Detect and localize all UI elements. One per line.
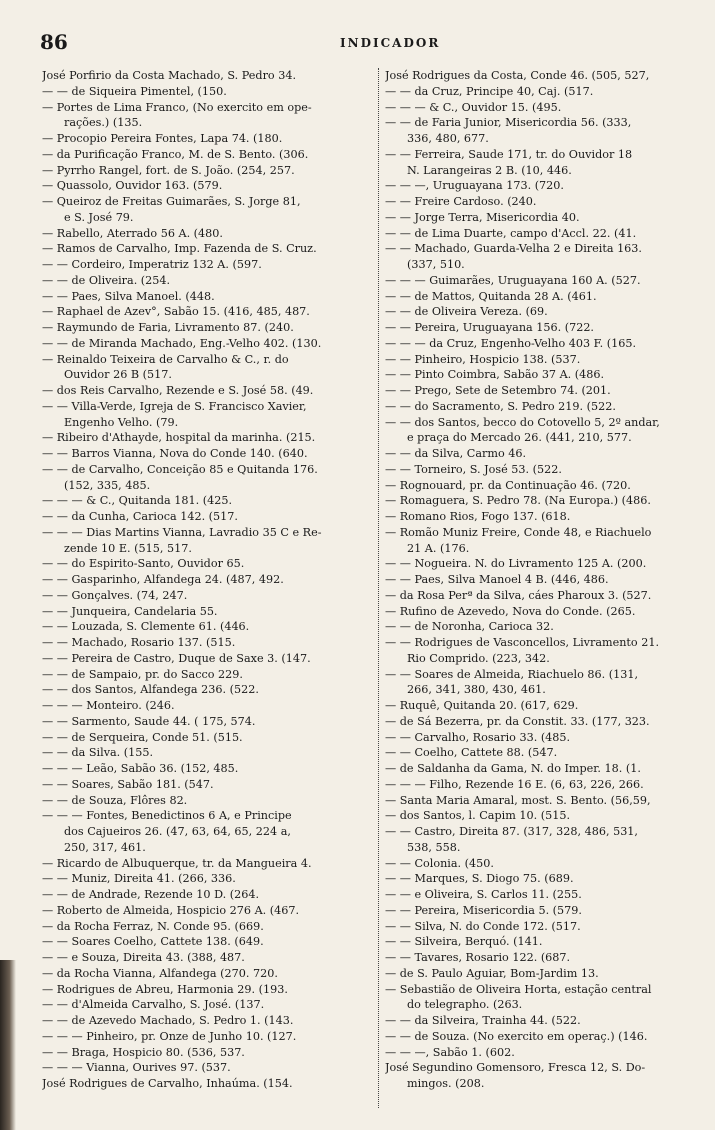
directory-entry-line: Rio Comprido. (223, 342. xyxy=(407,651,550,665)
directory-entry-line: — — dos Santos, Alfandega 236. (522. xyxy=(42,683,259,697)
directory-entry-line: 21 A. (176. xyxy=(407,541,470,555)
directory-entry-line: — — Paes, Silva Manoel 4 B. (446, 486. xyxy=(385,573,609,586)
directory-entry-line: — de S. Paulo Aguiar, Bom-Jardim 13. xyxy=(385,966,599,980)
directory-entry-line: — Pyrrho Rangel, fort. de S. João. (254, 257. xyxy=(42,163,295,177)
directory-entry-line: — — de Oliveira Vereza. (69. xyxy=(385,305,548,319)
directory-entry-line: — — — Fontes, Benedictinos 6 A, e Principe xyxy=(42,809,292,823)
directory-entry-line: — — Barros Vianna, Nova do Conde 140. (640. xyxy=(42,447,308,460)
directory-entry-line: — — Pinto Coimbra, Sabão 37 A. (486. xyxy=(385,368,605,382)
directory-entry-line: — — de Andrade, Rezende 10 D. (264. xyxy=(42,888,260,901)
directory-entry-line: — Reinaldo Teixeira de Carvalho & C., r. do xyxy=(42,352,289,366)
directory-entry-line: — — Gonçalves. (74, 247. xyxy=(42,588,188,602)
directory-entry-line: — — de Sampaio, pr. do Sacco 229. xyxy=(42,667,243,681)
directory-entry-line: — Raymundo de Faria, Livramento 87. (240. xyxy=(42,321,294,334)
directory-entry-line: dos Cajueiros 26. (47, 63, 64, 65, 224 a, xyxy=(64,825,291,838)
directory-entry-line: — — da Silva, Carmo 46. xyxy=(385,447,527,460)
directory-entry-line: — de Saldanha da Gama, N. do Imper. 18. (1. xyxy=(385,762,641,775)
directory-entry-line: — — Muniz, Direita 41. (266, 336. xyxy=(42,872,236,886)
directory-entry-line: — — Carvalho, Rosario 33. (485. xyxy=(385,730,571,744)
directory-entry-line: — Romaguera, S. Pedro 78. (Na Europa.) (486. xyxy=(385,494,651,508)
directory-entry-line: — de Sá Bezerra, pr. da Constit. 33. (177, 323. xyxy=(385,714,650,728)
directory-entry-line: do telegrapho. (263. xyxy=(407,998,523,1012)
directory-entry-line: — Santa Maria Amaral, most. S. Bento. (56,59, xyxy=(385,793,651,807)
directory-entry-line: José Rodrigues da Costa, Conde 46. (505, 527, xyxy=(385,69,650,82)
directory-entry-line: — — — da Cruz, Engenho-Velho 403 F. (165. xyxy=(385,336,637,350)
directory-entry-line: — — Rodrigues de Vasconcellos, Livramento 21. xyxy=(385,636,660,649)
directory-entry-line: 538, 558. xyxy=(407,840,461,854)
directory-entry-line: Ouvidor 26 B (517. xyxy=(64,368,172,382)
directory-entry-line: — dos Santos, l. Capim 10. (515. xyxy=(385,809,571,823)
directory-entry-line: — — — Monteiro. (246. xyxy=(42,699,175,712)
directory-entry-line: 336, 480, 677. xyxy=(407,132,489,145)
directory-entry-line: — — Cordeiro, Imperatriz 132 A. (597. xyxy=(42,258,262,271)
directory-entry-line: — — Castro, Direita 87. (317, 328, 486, 531, xyxy=(385,825,638,838)
directory-entry-line: rações.) (135. xyxy=(64,116,143,130)
directory-entry-line: — — e Souza, Direita 43. (388, 487. xyxy=(42,951,245,964)
directory-entry-line: — — e Oliveira, S. Carlos 11. (255. xyxy=(385,888,582,901)
directory-entry-line: — — Prego, Sete de Setembro 74. (201. xyxy=(385,384,611,397)
directory-entry-line: Engenho Velho. (79. xyxy=(64,415,179,429)
directory-entry-line: — Ribeiro d'Athayde, hospital da marinha. (215. xyxy=(42,431,316,445)
directory-entry-line: — — Freire Cardoso. (240. xyxy=(385,195,537,208)
directory-entry-line: — Rognouard, pr. da Continuação 46. (720. xyxy=(385,478,631,492)
directory-entry-line: — — da Cruz, Principe 40, Caj. (517. xyxy=(385,84,594,98)
directory-entry-line: — — Louzada, S. Clemente 61. (446. xyxy=(42,620,250,634)
directory-entry-line: (152, 335, 485. xyxy=(64,478,151,492)
directory-entry-line: — Ricardo de Albuquerque, tr. da Mangueira 4. xyxy=(42,856,312,870)
directory-entry-line: — — Braga, Hospicio 80. (536, 537. xyxy=(42,1045,245,1059)
directory-entry-line: — — de Souza, Flôres 82. xyxy=(42,793,188,807)
directory-entry-line: — — —, Sabão 1. (602. xyxy=(385,1045,515,1059)
directory-entry-line: 250, 317, 461. xyxy=(64,840,146,854)
directory-entry-line: — — Nogueira. N. do Livramento 125 A. (200. xyxy=(385,557,647,571)
left-column xyxy=(42,68,377,1092)
directory-entry-line: (337, 510. xyxy=(407,258,465,271)
page-header xyxy=(40,30,705,58)
directory-entry-line: — — de Siqueira Pimentel, (150. xyxy=(42,84,227,98)
column-divider xyxy=(378,68,379,1108)
directory-entry-line: — Roberto de Almeida, Hospicio 276 A. (467. xyxy=(42,903,300,917)
directory-entry-line: — — Pinheiro, Hospicio 138. (537. xyxy=(385,352,581,366)
directory-entry-line: — — Junqueira, Candelaria 55. xyxy=(42,604,218,618)
directory-entry-line: — — da Silveira, Trainha 44. (522. xyxy=(385,1014,581,1027)
directory-entry-line: — — Colonia. (450. xyxy=(385,856,494,870)
directory-entry-line: — — — Pinheiro, pr. Onze de Junho 10. (127. xyxy=(42,1029,297,1043)
directory-entry-line: — — — Leão, Sabão 36. (152, 485. xyxy=(42,762,239,775)
directory-entry-line: — — de Faria Junior, Misericordia 56. (333, xyxy=(385,116,632,130)
directory-entry-line: — — Sarmento, Saude 44. ( 175, 574. xyxy=(42,714,256,728)
directory-entry-line: — — de Carvalho, Conceição 85 e Quitanda 176. xyxy=(42,462,318,476)
directory-entry-line: — — Soares Coelho, Cattete 138. (649. xyxy=(42,935,264,949)
directory-entry-line: — Quassolo, Ouvidor 163. (579. xyxy=(42,179,223,193)
directory-entry-line: — Portes de Lima Franco, (No exercito em ope- xyxy=(42,100,312,114)
directory-entry-line: e S. José 79. xyxy=(64,210,134,224)
directory-entry-line: — — — Vianna, Ourives 97. (537. xyxy=(42,1061,231,1075)
directory-entry-line: — Ramos de Carvalho, Imp. Fazenda de S. Cruz. xyxy=(42,242,317,256)
directory-entry-line: — Sebastião de Oliveira Horta, estação central xyxy=(385,982,652,996)
directory-entry-line: — Raphael de Azev°, Sabão 15. (416, 485, 487. xyxy=(42,305,310,319)
directory-entry-line: — — — & C., Ouvidor 15. (495. xyxy=(385,100,562,114)
page-number: 86 xyxy=(40,30,68,54)
directory-entry-line: — — Villa-Verde, Igreja de S. Francisco Xavier, xyxy=(42,399,307,413)
directory-entry-line: — da Rosa Perª da Silva, cáes Pharoux 3. (527. xyxy=(385,588,652,602)
directory-entry-line: — — Jorge Terra, Misericordia 40. xyxy=(385,210,580,224)
directory-entry-line: — — de Serqueira, Conde 51. (515. xyxy=(42,730,243,744)
directory-entry-line: — Rabello, Aterrado 56 A. (480. xyxy=(42,226,223,240)
directory-entry-line: — Procopio Pereira Fontes, Lapa 74. (180. xyxy=(42,132,283,145)
directory-entry-line: — Rodrigues de Abreu, Harmonia 29. (193. xyxy=(42,982,288,996)
directory-entry-line: — — Gasparinho, Alfandega 24. (487, 492. xyxy=(42,573,284,586)
directory-entry-line: José Rodrigues de Carvalho, Inhaúma. (154. xyxy=(42,1077,293,1090)
directory-entry-line: — — Silveira, Berquó. (141. xyxy=(385,935,543,949)
directory-entry-line: — da Purificação Franco, M. de S. Bento. (306. xyxy=(42,147,309,161)
directory-entry-line: — dos Reis Carvalho, Rezende e S. José 58. (49. xyxy=(42,384,314,397)
directory-entry-line: 266, 341, 380, 430, 461. xyxy=(407,683,546,697)
directory-entry-line: — da Rocha Ferraz, N. Conde 95. (669. xyxy=(42,919,264,933)
directory-entry-line: — da Rocha Vianna, Alfandega (270. 720. xyxy=(42,966,278,980)
directory-entry-line: — — Machado, Rosario 137. (515. xyxy=(42,636,236,649)
directory-entry-line: — — de Mattos, Quitanda 28 A. (461. xyxy=(385,289,597,303)
directory-entry-line: — — Pereira, Misericordia 5. (579. xyxy=(385,903,582,917)
directory-entry-line: — — Machado, Guarda-Velha 2 e Direita 163. xyxy=(385,242,642,256)
directory-entry-line: — — —, Uruguayana 173. (720. xyxy=(385,179,564,193)
directory-entry-line: — — — Guimarães, Uruguayana 160 A. (527. xyxy=(385,273,641,287)
directory-entry-line: — Romano Rios, Fogo 137. (618. xyxy=(385,510,571,523)
directory-entry-line: — — — Filho, Rezende 16 E. (6, 63, 226, 266. xyxy=(385,777,644,791)
directory-entry-line: — — da Silva. (155. xyxy=(42,746,154,760)
directory-entry-line: zende 10 E. (515, 517. xyxy=(64,541,192,555)
directory-entry-line: — — Silva, N. do Conde 172. (517. xyxy=(385,919,581,933)
directory-entry-line: — — dos Santos, becco do Cotovello 5, 2º andar, xyxy=(385,415,660,429)
directory-entry-line: — — do Espirito-Santo, Ouvidor 65. xyxy=(42,557,245,571)
binding-edge-shadow xyxy=(0,960,16,1130)
directory-entry-line: — — Coelho, Cattete 88. (547. xyxy=(385,746,558,760)
directory-entry-line: — — Tavares, Rosario 122. (687. xyxy=(385,951,571,964)
directory-entry-line: — — Soares, Sabão 181. (547. xyxy=(42,777,214,791)
directory-entry-line: — — de Azevedo Machado, S. Pedro 1. (143. xyxy=(42,1014,294,1027)
directory-entry-line: — — Pereira, Uruguayana 156. (722. xyxy=(385,321,594,334)
directory-entry-line: — — de Lima Duarte, campo d'Accl. 22. (41. xyxy=(385,226,637,240)
right-column xyxy=(385,68,707,1092)
directory-entry-line: — — Ferreira, Saude 171, tr. do Ouvidor 18 xyxy=(385,147,633,161)
directory-entry-line: e praça do Mercado 26. (441, 210, 577. xyxy=(407,431,632,445)
directory-entry-line: mingos. (208. xyxy=(407,1077,485,1090)
running-title: INDICADOR xyxy=(340,36,441,50)
directory-entry-line: — — de Noronha, Carioca 32. xyxy=(385,620,554,634)
directory-entry-line: — Rufino de Azevedo, Nova do Conde. (265. xyxy=(385,604,636,618)
directory-entry-line: N. Larangeiras 2 B. (10, 446. xyxy=(407,163,572,177)
directory-entry-line: — — Torneiro, S. José 53. (522. xyxy=(385,462,562,476)
directory-entry-line: — Romão Muniz Freire, Conde 48, e Riachuelo xyxy=(385,525,652,539)
directory-entry-line: — — Paes, Silva Manoel. (448. xyxy=(42,289,215,303)
directory-entry-line: — — Soares de Almeida, Riachuelo 86. (131, xyxy=(385,667,639,681)
directory-entry-line: — Queiroz de Freitas Guimarães, S. Jorge 81, xyxy=(42,195,301,208)
directory-entry-line: — — de Miranda Machado, Eng.-Velho 402. (130. xyxy=(42,336,322,350)
directory-entry-line: — — — & C., Quitanda 181. (425. xyxy=(42,494,233,508)
directory-entry-line: — — de Souza. (No exercito em operaç.) (146. xyxy=(385,1029,648,1043)
directory-entry-line: — — Pereira de Castro, Duque de Saxe 3. (147. xyxy=(42,651,311,665)
directory-entry-line: — — — Dias Martins Vianna, Lavradio 35 C e Re- xyxy=(42,525,322,539)
directory-entry-line: — — do Sacramento, S. Pedro 219. (522. xyxy=(385,399,616,413)
directory-entry-line: José Porfirio da Costa Machado, S. Pedro 34. xyxy=(42,69,297,82)
directory-entry-line: — — d'Almeida Carvalho, S. José. (137. xyxy=(42,998,265,1012)
directory-entry-line: — Ruquê, Quitanda 20. (617, 629. xyxy=(385,699,579,712)
directory-entry-line: José Segundino Gomensoro, Fresca 12, S. Do- xyxy=(385,1061,646,1075)
directory-entry-line: — — da Cunha, Carioca 142. (517. xyxy=(42,510,238,523)
directory-entry-line: — — Marques, S. Diogo 75. (689. xyxy=(385,872,574,886)
directory-entry-line: — — de Oliveira. (254. xyxy=(42,273,171,287)
